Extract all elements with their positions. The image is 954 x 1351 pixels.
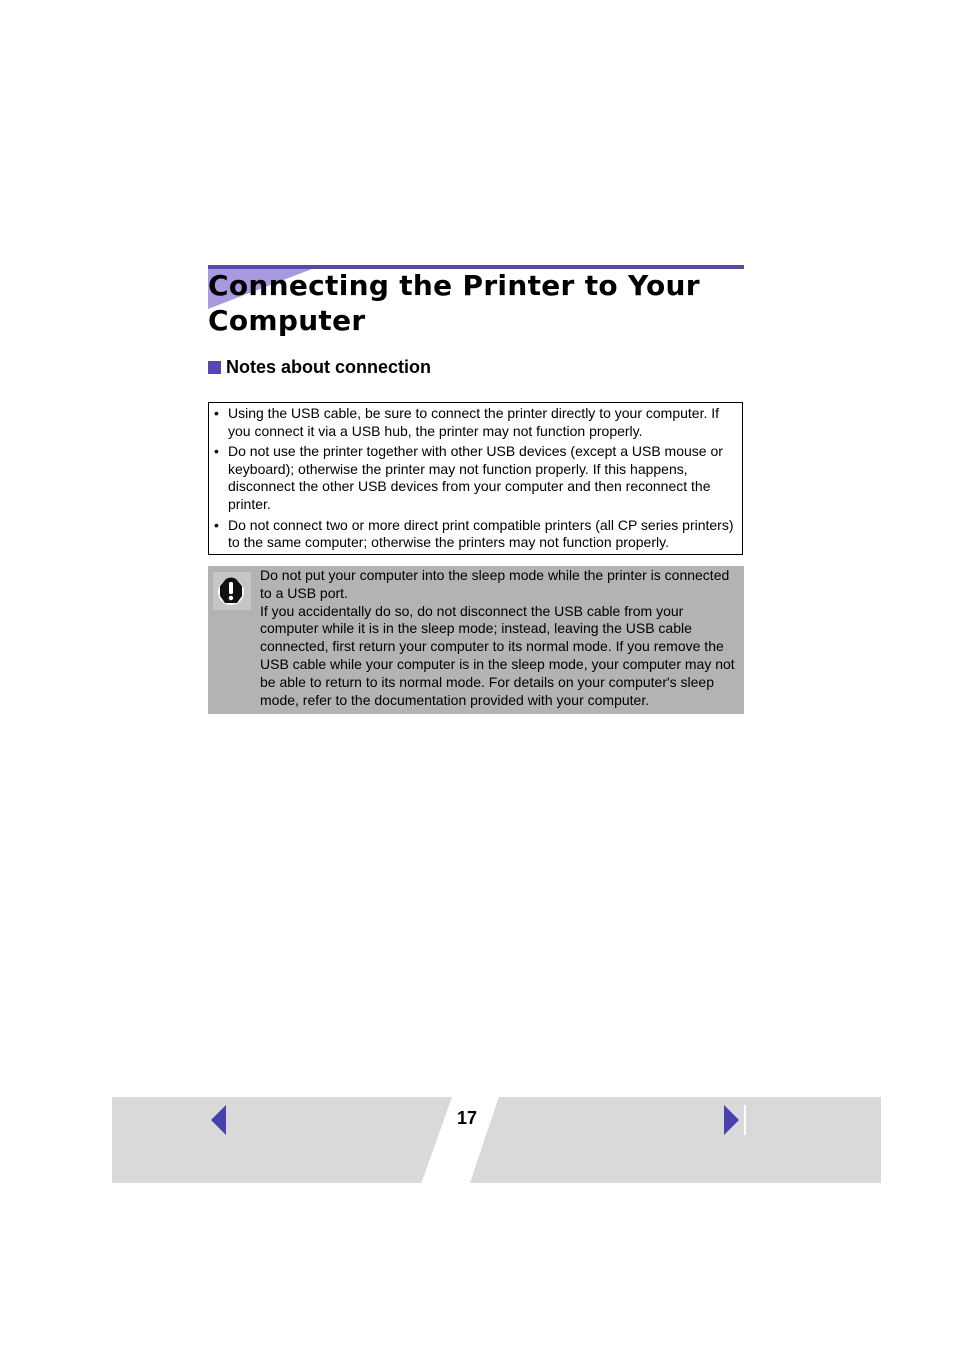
bullet-icon: • — [214, 443, 219, 460]
bullet-icon: • — [214, 405, 219, 421]
notes-box — [208, 402, 743, 555]
square-bullet-icon — [208, 361, 221, 374]
page-navigation — [112, 1097, 881, 1183]
caution-exclamation-icon — [213, 572, 251, 610]
caution-line-1: Do not put your computer into the sleep mode while the printer is connected to a USB port. — [260, 567, 730, 601]
notes-list — [213, 405, 738, 552]
caution-line-2: If you accidentally do so, do not disconnect the USB cable from your computer while it is in the sleep mode; instead, leaving the USB cable connected, first return your computer to its normal mode. If you remove the USB cable while your computer is in the sleep mode, your computer may not be able to return to its normal mode. For details on your computer's sleep mode, refer to the documentation provided with your computer. — [260, 602, 735, 708]
list-item: • Do not connect two or more direct print compatible printers (all CP series printers) to the same computer; otherwise the printers may not function properly. — [214, 516, 734, 551]
nav-left-panel — [112, 1097, 452, 1183]
previous-page-button[interactable] — [210, 1105, 230, 1135]
caution-box — [208, 566, 744, 714]
page-title: Connecting the Printer to Your Computer — [208, 269, 700, 337]
right-triangle-icon — [722, 1105, 742, 1135]
nav-divider — [744, 1105, 746, 1135]
nav-right-panel — [470, 1097, 881, 1183]
next-page-button[interactable] — [722, 1105, 742, 1135]
section-title: Notes about connection — [226, 357, 432, 377]
section-heading — [208, 356, 431, 378]
bullet-icon: • — [214, 516, 219, 533]
left-triangle-icon — [210, 1105, 230, 1135]
list-item: • Using the USB cable, be sure to connect the printer directly to your computer. If you connect it via a USB hub, the printer may not function properly. — [214, 405, 720, 439]
list-item: • Do not use the printer together with other USB devices (except a USB mouse or keyboard); otherwise the printer may not function properly. If this happens, disconnect the other USB devices from your computer and then reconnect the printer. — [214, 443, 723, 512]
title-block — [208, 265, 744, 337]
caution-exclamation-icon-svg — [213, 572, 251, 610]
caution-text — [260, 567, 742, 709]
page-number: 17 — [456, 1108, 478, 1128]
